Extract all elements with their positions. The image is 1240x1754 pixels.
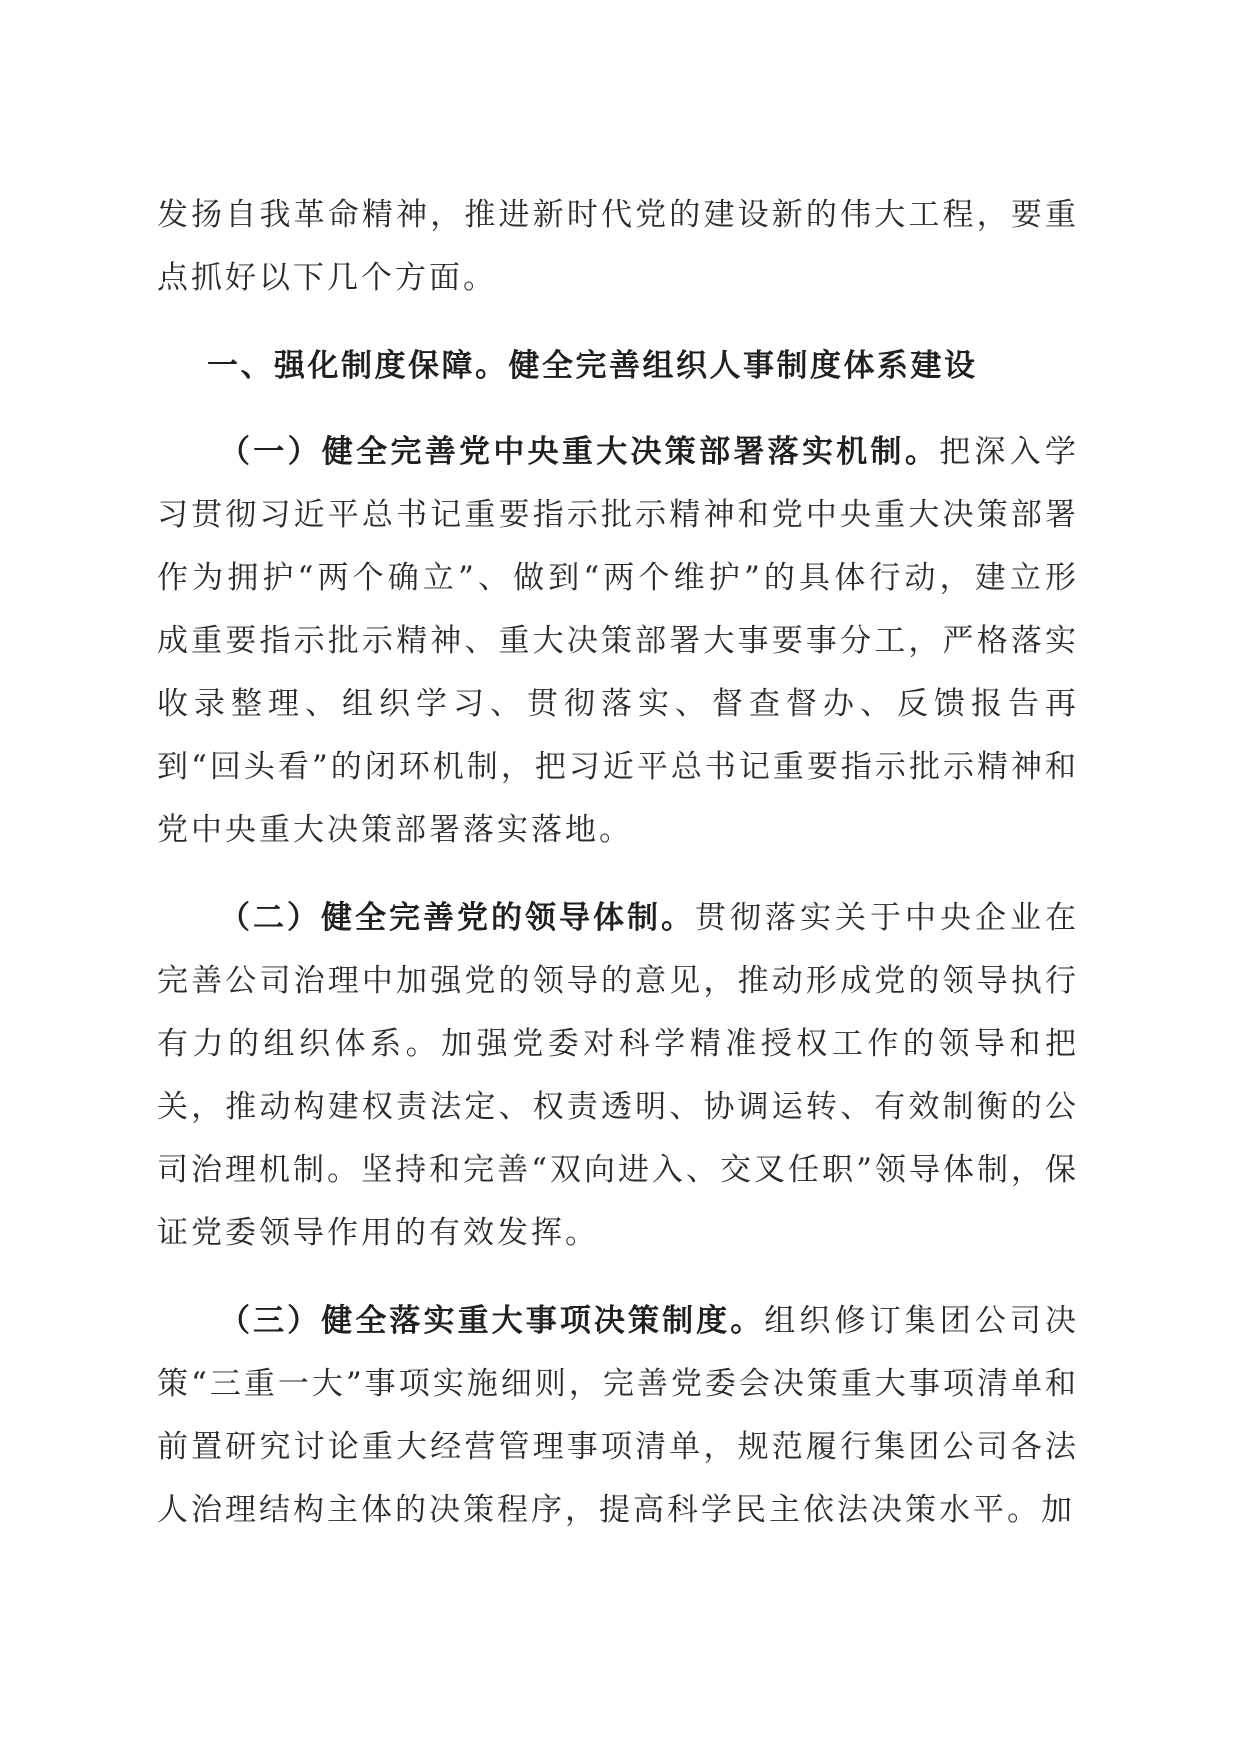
- paragraph-3-body: 组织修订集团公司决策“三重一大”事项实施细则，完善党委会决策重大事项清单和前置研究讨论重大经营管理事项清单，规范履行集团公司各法人治理结构主体的决策程序，提高科学民主依法决策水平。加: [157, 1303, 1080, 1528]
- paragraph-1-body: 把深入学习贯彻习近平总书记重要指示批示精神和党中央重大决策部署作为拥护“两个确立”、做到“两个维护”的具体行动，建立形成重要指示批示精神、重大决策部署大事要事分工，严格落实收录整理、组织学习、贯彻落实、督查督办、反馈报告再到“回头看”的闭环机制，把习近平总书记重要指示批示精神和党中央重大决策部署落实落地。: [157, 434, 1079, 848]
- paragraph-1-lead: （一）健全完善党中央重大决策部署落实机制。: [219, 434, 940, 470]
- paragraph-2: [157, 887, 1079, 1265]
- paragraph-3-lead: （三）健全落实重大事项决策制度。: [219, 1303, 765, 1339]
- section-heading: 一、强化制度保障。健全完善组织人事制度体系建设: [207, 348, 978, 384]
- intro-paragraph: 发扬自我革命精神，推进新时代党的建设新的伟大工程，要重点抓好以下几个方面。: [157, 197, 1079, 296]
- paragraph-3: [157, 1290, 1079, 1542]
- document-body: [157, 184, 1079, 1567]
- paragraph-1: [157, 421, 1079, 862]
- paragraph-2-body: 贯彻落实关于中央企业在完善公司治理中加强党的领导的意见，推动形成党的领导执行有力的组织体系。加强党委对科学精准授权工作的领导和把关，推动构建权责法定、权责透明、协调运转、有效制衡的公司治理机制。坚持和完善“双向进入、交叉任职”领导体制，保证党委领导作用的有效发挥。: [157, 900, 1079, 1251]
- paragraph-2-lead: （二）健全完善党的领导体制。: [219, 900, 695, 936]
